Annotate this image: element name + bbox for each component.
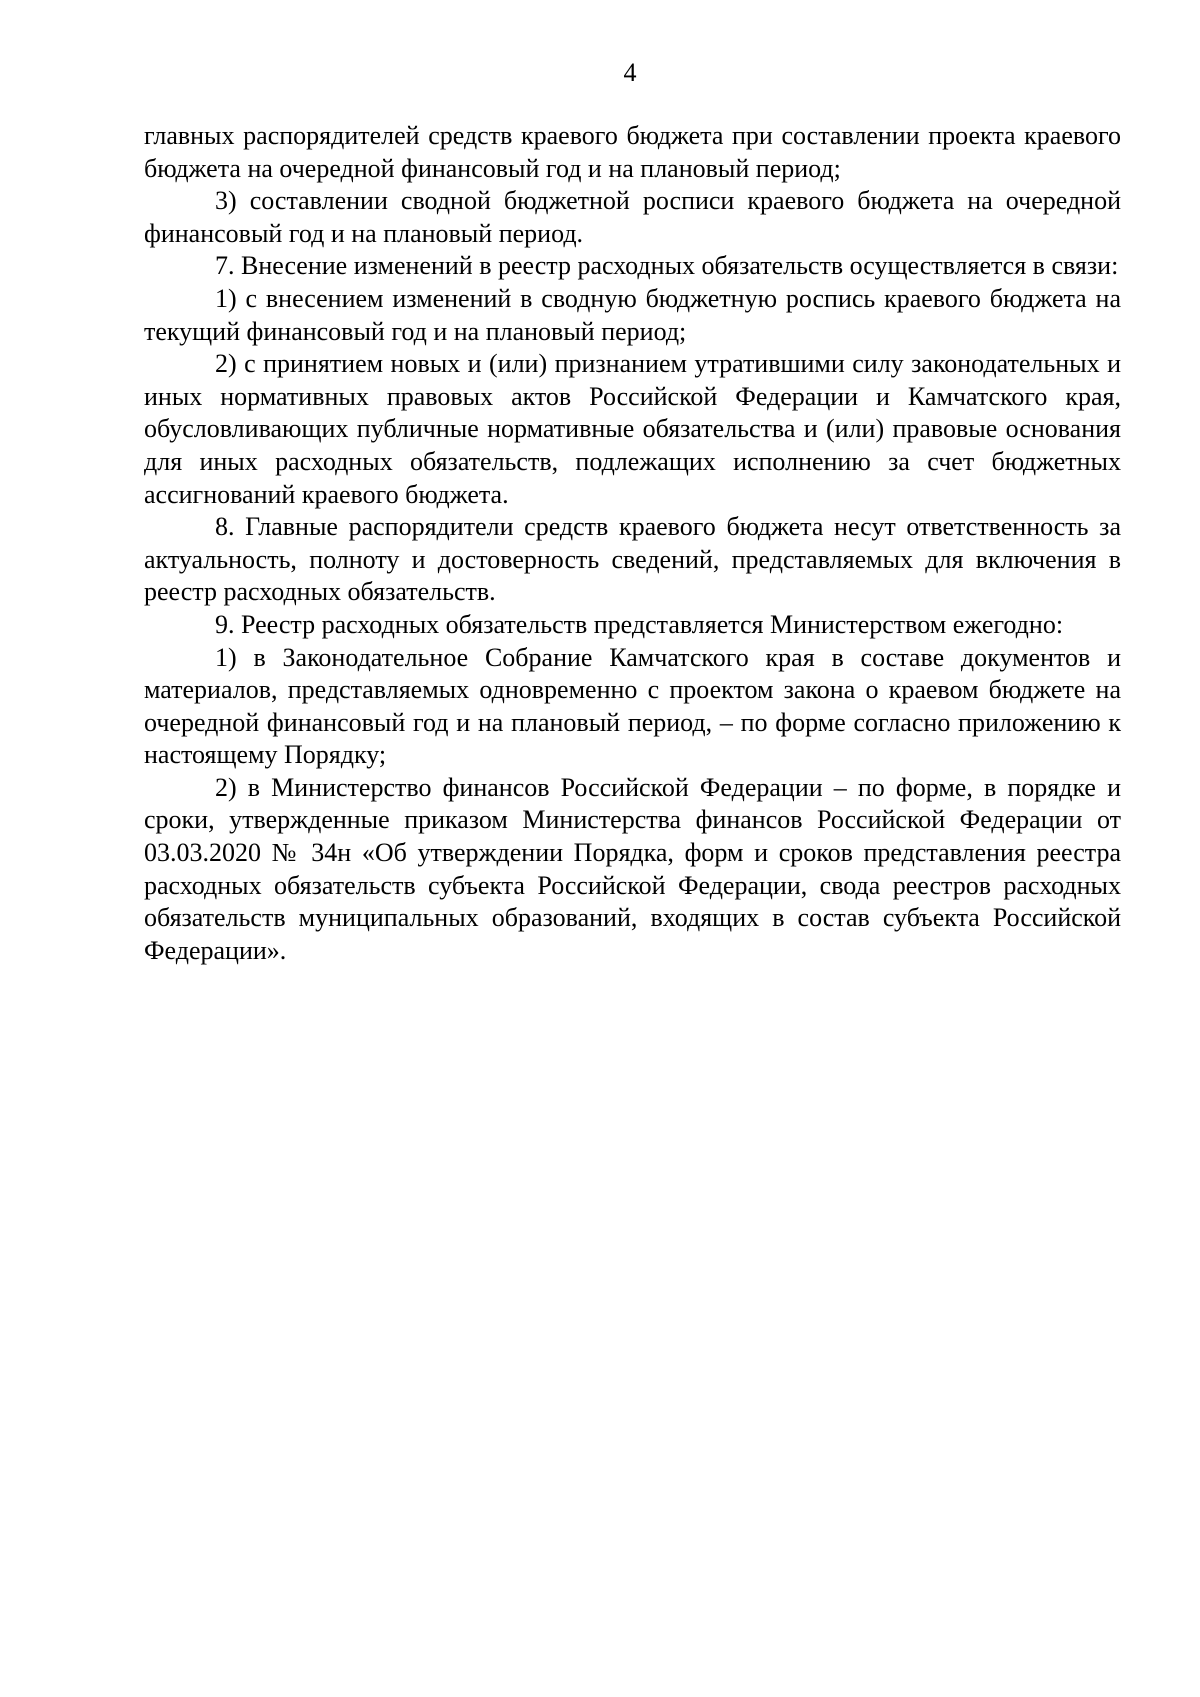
paragraph-section-8: 8. Главные распорядители средств краевого бюджета несут ответственность за актуальность, полноту и достоверность сведений, представляемых для включения в реестр расходных обязательств.: [144, 512, 1121, 607]
document-body: [144, 120, 1121, 967]
paragraph-section-9: 9. Реестр расходных обязательств представляется Министерством ежегодно:: [215, 609, 1064, 639]
paragraph-continuation: главных распорядителей средств краевого бюджета при составлении проекта краевого бюджета на очередной финансовый год и на плановый период;: [144, 121, 1121, 183]
paragraph-item-2: 2) с принятием новых и (или) признанием утратившими силу законодательных и иных нормативных правовых актов Российской Федерации и Камчатского края, обусловливающих публичные нормативные обязательства и (или) правовые основания для иных расходных обязательств, подлежащих исполнению за счет бюджетных ассигнований краевого бюджета.: [144, 349, 1121, 509]
paragraph-item-3: 3) составлении сводной бюджетной росписи краевого бюджета на очередной финансовый год и на плановый период.: [144, 186, 1121, 248]
paragraph-item-1: 1) с внесением изменений в сводную бюджетную роспись краевого бюджета на текущий финансовый год и на плановый период;: [144, 283, 1121, 346]
paragraph-section-7: 7. Внесение изменений в реестр расходных обязательств осуществляется в связи:: [215, 251, 1119, 281]
paragraph-item-1-assembly: 1) в Законодательное Собрание Камчатского края в составе документов и материалов, представляемых одновременно с проектом закона о краевом бюджете на очередной финансовый год и на плановый период, – по форме согласно приложению к настоящему Порядку;: [144, 642, 1121, 770]
paragraph-item-2-ministry: 2) в Министерство финансов Российской Федерации – по форме, в порядке и сроки, утвержденные приказом Министерства финансов Российской Федерации от 03.03.2020 № 34н «Об утверждении Порядка, форм и сроков представления реестра расходных обязательств субъекта Российской Федерации, свода реестров расходных обязательств муниципальных образований, входящих в состав субъекта Российской Федерации».: [144, 772, 1121, 965]
page-number: 4: [623, 58, 637, 87]
